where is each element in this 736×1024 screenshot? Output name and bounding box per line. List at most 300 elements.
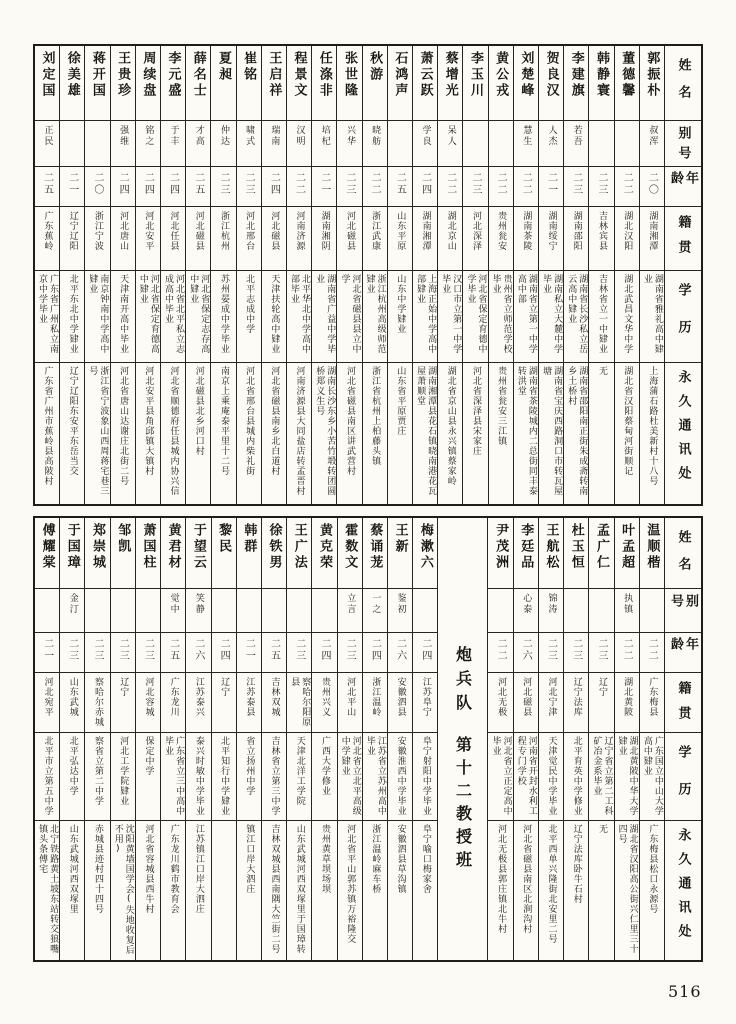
age-cell [589,166,613,206]
person-column [362,46,387,504]
alias-cell [488,588,512,632]
native-text: 河北任县 [168,211,179,251]
person-column [236,46,261,504]
age-cell [262,632,286,672]
age-text: 二三 [243,172,255,196]
edu-text: 广东国立中山大学高中肄业 [641,736,663,816]
name-cell [287,518,311,588]
addr-text: 吉林双城县西南隅大竺街二号 [269,824,280,954]
native-cell [211,206,235,270]
addr-cell [589,362,613,504]
age-cell [161,166,185,206]
native-text: 湖南茶陵 [521,211,532,251]
native-cell [111,206,135,270]
age-text: 二六 [520,638,532,662]
addr-cell [161,362,185,504]
addr-text: 河北省平山郭苏镇万裕隆交 [345,824,356,944]
edu-cell [60,270,84,362]
person-column [614,518,639,960]
name-cell [60,46,84,120]
name-text: 李元盛 [165,51,181,99]
addr-text: 浙江省宁波象山西周蒋宅巷三号 [87,366,109,496]
name-text: 孟广仁 [593,523,609,571]
name-text: 萧国柱 [140,523,156,571]
alias-cell [111,120,135,166]
addr-text: 湖北省京山县永兴镇蔡家岭 [445,366,456,486]
header-cell-alias [665,588,701,632]
native-cell [363,672,387,732]
alias-cell [514,120,538,166]
name-cell [111,518,135,588]
native-text: 浙江宁波 [92,211,103,251]
native-cell [488,672,512,732]
name-text: 韩静寰 [593,51,609,99]
name-text: 李建旗 [568,51,584,99]
edu-text: 河北省北平私立志成高中毕业 [163,274,185,354]
edu-cell [161,270,185,362]
addr-text: 镇江口岸大泗庄 [244,824,255,894]
native-text: 察哈尔赤城 [93,677,104,727]
age-text: 二三 [343,172,355,196]
age-text: 二四 [419,638,431,662]
edu-text: 北平华北中学高中部毕业 [289,274,311,354]
native-cell [413,672,437,732]
edu-cell [539,732,563,820]
name-text: 叶孟超 [619,523,635,571]
addr-text: 河北省邢台县城内柴礼街 [244,366,255,476]
age-cell [413,632,437,672]
alias-text: 若吾 [571,125,582,147]
name-text: 徐美雄 [64,51,80,99]
native-cell [589,672,613,732]
alias-cell [111,588,135,632]
age-text: 二四 [369,638,381,662]
edu-text: 上海正始中学高中部肄业 [415,274,437,354]
person-column [538,518,563,960]
name-cell [111,46,135,120]
edu-cell [60,732,84,820]
age-cell [287,166,311,206]
edu-cell [589,732,613,820]
name-cell [363,518,387,588]
native-text: 贵州兴义 [319,677,330,717]
native-text: 河北唐山 [118,211,129,251]
age-cell [539,632,563,672]
edu-cell [136,732,160,820]
name-cell [589,518,613,588]
addr-cell [237,362,261,504]
native-text: 河北深泽 [470,211,481,251]
edu-cell [338,732,362,820]
name-text: 黄克荣 [316,523,332,571]
native-text: 湖北汉阳 [622,211,633,251]
age-text: 二三 [92,638,104,662]
alias-text: 金汀 [67,593,78,615]
addr-cell [640,362,664,504]
age-text: 二一 [243,638,255,662]
edu-cell [539,270,563,362]
native-cell [237,672,261,732]
age-text: 二二 [444,172,456,196]
alias-cell [237,120,261,166]
header-column [664,46,701,504]
edu-cell [312,270,336,362]
person-column [462,46,487,504]
native-cell [564,206,588,270]
header-cell-alias [665,120,701,166]
name-text: 萧云跃 [417,51,433,99]
person-column [488,46,513,504]
name-text: 王启祥 [266,51,282,99]
age-cell [338,632,362,672]
edu-cell [85,732,109,820]
header-column [664,518,701,960]
age-text: 二一 [545,172,557,196]
native-text: 江苏泰县 [244,677,255,717]
alias-cell [312,588,336,632]
age-text: 二五 [41,172,53,196]
age-text: 二四 [117,172,129,196]
age-cell [237,632,261,672]
name-cell [262,518,286,588]
person-column [337,518,362,960]
addr-text: 山东省平原贾庄 [395,366,406,436]
name-cell [136,46,160,120]
edu-cell [363,270,387,362]
age-cell [564,166,588,206]
native-cell [589,206,613,270]
age-cell [60,166,84,206]
addr-text: 河南济源县大同盐店转孟晋村 [294,366,305,496]
native-text: 湖南湘阴 [319,211,330,251]
alias-text: 汉明 [294,125,305,147]
person-column [286,46,311,504]
native-cell [615,672,639,732]
native-text: 河北磁县 [269,211,280,251]
age-cell [85,632,109,672]
native-cell [312,206,336,270]
person-column [588,518,613,960]
native-text: 安徽泗县 [395,677,406,717]
person-column [387,518,412,960]
person-column [160,46,185,504]
age-cell [514,166,538,206]
edu-text: 北平东北中学肄业 [67,274,78,354]
native-text: 河北无极 [496,677,507,717]
addr-cell [111,820,135,960]
native-cell [287,206,311,270]
edu-cell [615,732,639,820]
native-cell [262,672,286,732]
alias-cell [212,588,236,632]
name-cell [615,46,639,120]
age-text: 二二 [495,172,507,196]
addr-text: 湖南省茶陵城内二总街同丰泰转洪堂 [515,366,537,496]
native-text: 浙江温岭 [370,677,381,717]
alias-text: 于丰 [168,125,179,147]
age-text: 二三 [570,172,582,196]
age-text: 二三 [344,638,356,662]
name-text: 韩群 [241,523,257,555]
age-text: 二五 [192,172,204,196]
native-cell [237,206,261,270]
name-text: 夏昶 [215,51,231,83]
addr-cell [438,362,462,504]
edu-text: 湖南省雅礼高中肄业 [641,274,663,354]
native-cell [60,672,84,732]
native-text: 河北磁县 [521,677,532,717]
age-text: 二一 [41,638,53,662]
native-text: 山东平原 [395,211,406,251]
name-text: 于国璋 [64,523,80,571]
header-label: 籍贯 [675,215,691,265]
alias-cell [539,588,563,632]
age-text: 二四 [419,172,431,196]
addr-cell [211,362,235,504]
person-column [588,46,613,504]
addr-cell [60,362,84,504]
alias-text: 培杞 [319,125,330,147]
age-text: 二二 [621,638,633,662]
addr-cell [589,820,613,960]
edu-cell [337,270,361,362]
edu-cell [237,732,261,820]
page-number: 516 [668,982,702,1001]
person-column [59,518,84,960]
edu-cell [514,270,538,362]
name-text: 郑崇城 [90,523,106,571]
person-column [639,46,664,504]
person-column [35,518,59,960]
edu-text: 吉林省立一中肄业 [596,274,607,354]
alias-cell [85,588,109,632]
name-cell [161,518,185,588]
class-label: 第十二教授班 [453,736,473,874]
age-cell [212,632,236,672]
name-cell [564,46,588,120]
age-cell [136,166,160,206]
native-cell [388,206,412,270]
name-cell [35,518,59,588]
edu-text: 河北省磁县县立中学 [339,274,361,354]
edu-text: 天津扶轮高中肄业 [269,274,280,354]
native-text: 广东梅县 [647,677,658,717]
alias-cell [237,588,261,632]
header-cell-name [665,518,701,588]
alias-cell [589,120,613,166]
age-text: 二六 [394,638,406,662]
age-text: 二二 [369,172,381,196]
age-cell [60,632,84,672]
edu-text: 广东省广州私立南京中学毕业 [37,274,59,354]
addr-cell [85,820,109,960]
name-cell [489,46,513,120]
addr-cell [413,820,437,960]
edu-cell [564,732,588,820]
edu-cell [111,732,135,820]
addr-cell [287,362,311,504]
alias-cell [640,120,664,166]
edu-text: 天津南开高中毕业 [118,274,129,354]
age-text: 二四 [218,638,230,662]
person-column [412,518,437,960]
header-cell-native [665,206,701,270]
name-text: 崔铭 [241,51,257,83]
alias-cell [262,588,286,632]
addr-text: 山东武城河西双塚里 [67,824,78,914]
header-label: 永久通讯处 [675,828,691,948]
alias-cell [287,588,311,632]
age-cell [136,632,160,672]
edu-text: 河北省立正定高中毕业 [490,736,512,816]
person-column [236,518,261,960]
native-text: 察哈尔阳原县 [289,677,311,727]
addr-text: 江苏镇江口岸大泗庄 [193,824,204,914]
addr-cell [388,362,412,504]
native-cell [136,672,160,732]
name-text: 于望云 [190,523,206,571]
addr-cell [337,362,361,504]
name-text: 张世隆 [341,51,357,99]
alias-cell [161,120,185,166]
addr-cell [463,362,487,504]
alias-cell [363,120,387,166]
edu-text: 汉口市立第一中学毕业 [440,274,462,354]
edu-text: 苏州晏成中学毕业 [218,274,229,354]
person-column [538,46,563,504]
person-column [110,46,135,504]
edu-cell [640,270,664,362]
age-text: 二四 [268,172,280,196]
name-text: 薛名士 [190,51,206,99]
addr-text: 贵州省瓮安三江镇 [496,366,507,446]
name-text: 温顺楷 [644,523,660,571]
alias-text: 笑静 [193,593,204,615]
addr-cell [262,362,286,504]
alias-text: 才高 [193,125,204,147]
edu-cell [287,732,311,820]
edu-text: 湖北武昌文华中学 [622,274,633,354]
age-text: 二三 [545,638,557,662]
alias-cell [413,588,437,632]
name-text: 贺良汉 [543,51,559,99]
native-cell [640,672,664,732]
native-text: 辽宁法库 [571,677,582,717]
edu-cell [211,270,235,362]
alias-text: 铭之 [143,125,154,147]
native-cell [539,206,563,270]
age-text: 二四 [142,172,154,196]
age-text: 二三 [142,638,154,662]
age-text: 二三 [293,638,305,662]
native-cell [85,206,109,270]
name-cell [262,46,286,120]
header-cell-addr [665,820,701,960]
edu-text: 湖南省长沙私立岳云高中肄业 [566,274,588,354]
age-cell [35,632,59,672]
native-cell [287,672,311,732]
edu-text: 贵州省立师范学校毕业 [490,274,512,354]
native-cell [514,206,538,270]
addr-text: 湖南省邵阳南正街朱成斋转南乡土桥村 [566,366,588,496]
name-text: 程景文 [291,51,307,99]
edu-cell [262,270,286,362]
alias-cell [60,588,84,632]
age-text: 二一 [66,172,78,196]
name-cell [136,518,160,588]
header-cell-native [665,672,701,732]
name-cell [488,518,512,588]
age-text: 二四 [318,638,330,662]
edu-text: 北平市立第五中学 [42,736,53,816]
age-text: 二三 [595,638,607,662]
addr-cell [488,820,512,960]
alias-cell [615,588,639,632]
person-column [513,46,538,504]
alias-text: 慧生 [521,125,532,147]
name-text: 王新 [392,523,408,555]
alias-text: 鉴初 [395,593,406,615]
age-text: 二五 [394,172,406,196]
person-column [110,518,135,960]
addr-text: 广东省广州市蕉岭县高陂村 [42,366,53,486]
age-text: 二三 [469,172,481,196]
edu-cell [287,270,311,362]
name-text: 徐铁男 [266,523,282,571]
edu-cell [438,270,462,362]
edu-cell [488,732,512,820]
age-text: 二三 [595,172,607,196]
alias-cell [338,588,362,632]
addr-cell [262,820,286,960]
native-text: 江苏泰兴 [193,677,204,717]
name-cell [615,518,639,588]
addr-text: 湖北省汉阳高公街兴仁里三十四号 [616,824,638,954]
addr-text: 湖南长沙东乡小苦竹塅转团圆桥郑义生号 [314,366,336,496]
edu-text: 湖南省立第一中学高中部 [515,274,537,354]
edu-text: 河北省保定志存高中肄业 [188,274,210,354]
age-cell [438,166,462,206]
edu-cell [186,270,210,362]
addr-cell [363,362,387,504]
native-text: 湖南湘潭 [647,211,658,251]
name-text: 黄公戎 [493,51,509,99]
age-text: 二三 [66,638,78,662]
name-cell [237,518,261,588]
alias-text: 仲达 [218,125,229,147]
age-text: 二五 [268,638,280,662]
name-cell [514,46,538,120]
alias-text: 呆人 [445,125,456,147]
alias-cell [211,120,235,166]
addr-text: 湖南湘潭县花石镇晓南港花瓦屋萧顺堂 [415,366,437,496]
name-cell [85,518,109,588]
name-cell [237,46,261,120]
name-cell [35,46,59,120]
name-cell [589,46,613,120]
alias-cell [489,120,513,166]
name-cell [312,518,336,588]
addr-text: 山东武城河西双塚里于国璋转 [294,824,305,954]
native-text: 浙江武康 [370,211,381,251]
addr-cell [564,820,588,960]
age-text: 二四 [167,172,179,196]
header-cell-name [665,46,701,120]
alias-text: 执镇 [622,593,633,615]
native-cell [413,206,437,270]
name-text: 黄君材 [165,523,181,571]
alias-cell [539,120,563,166]
